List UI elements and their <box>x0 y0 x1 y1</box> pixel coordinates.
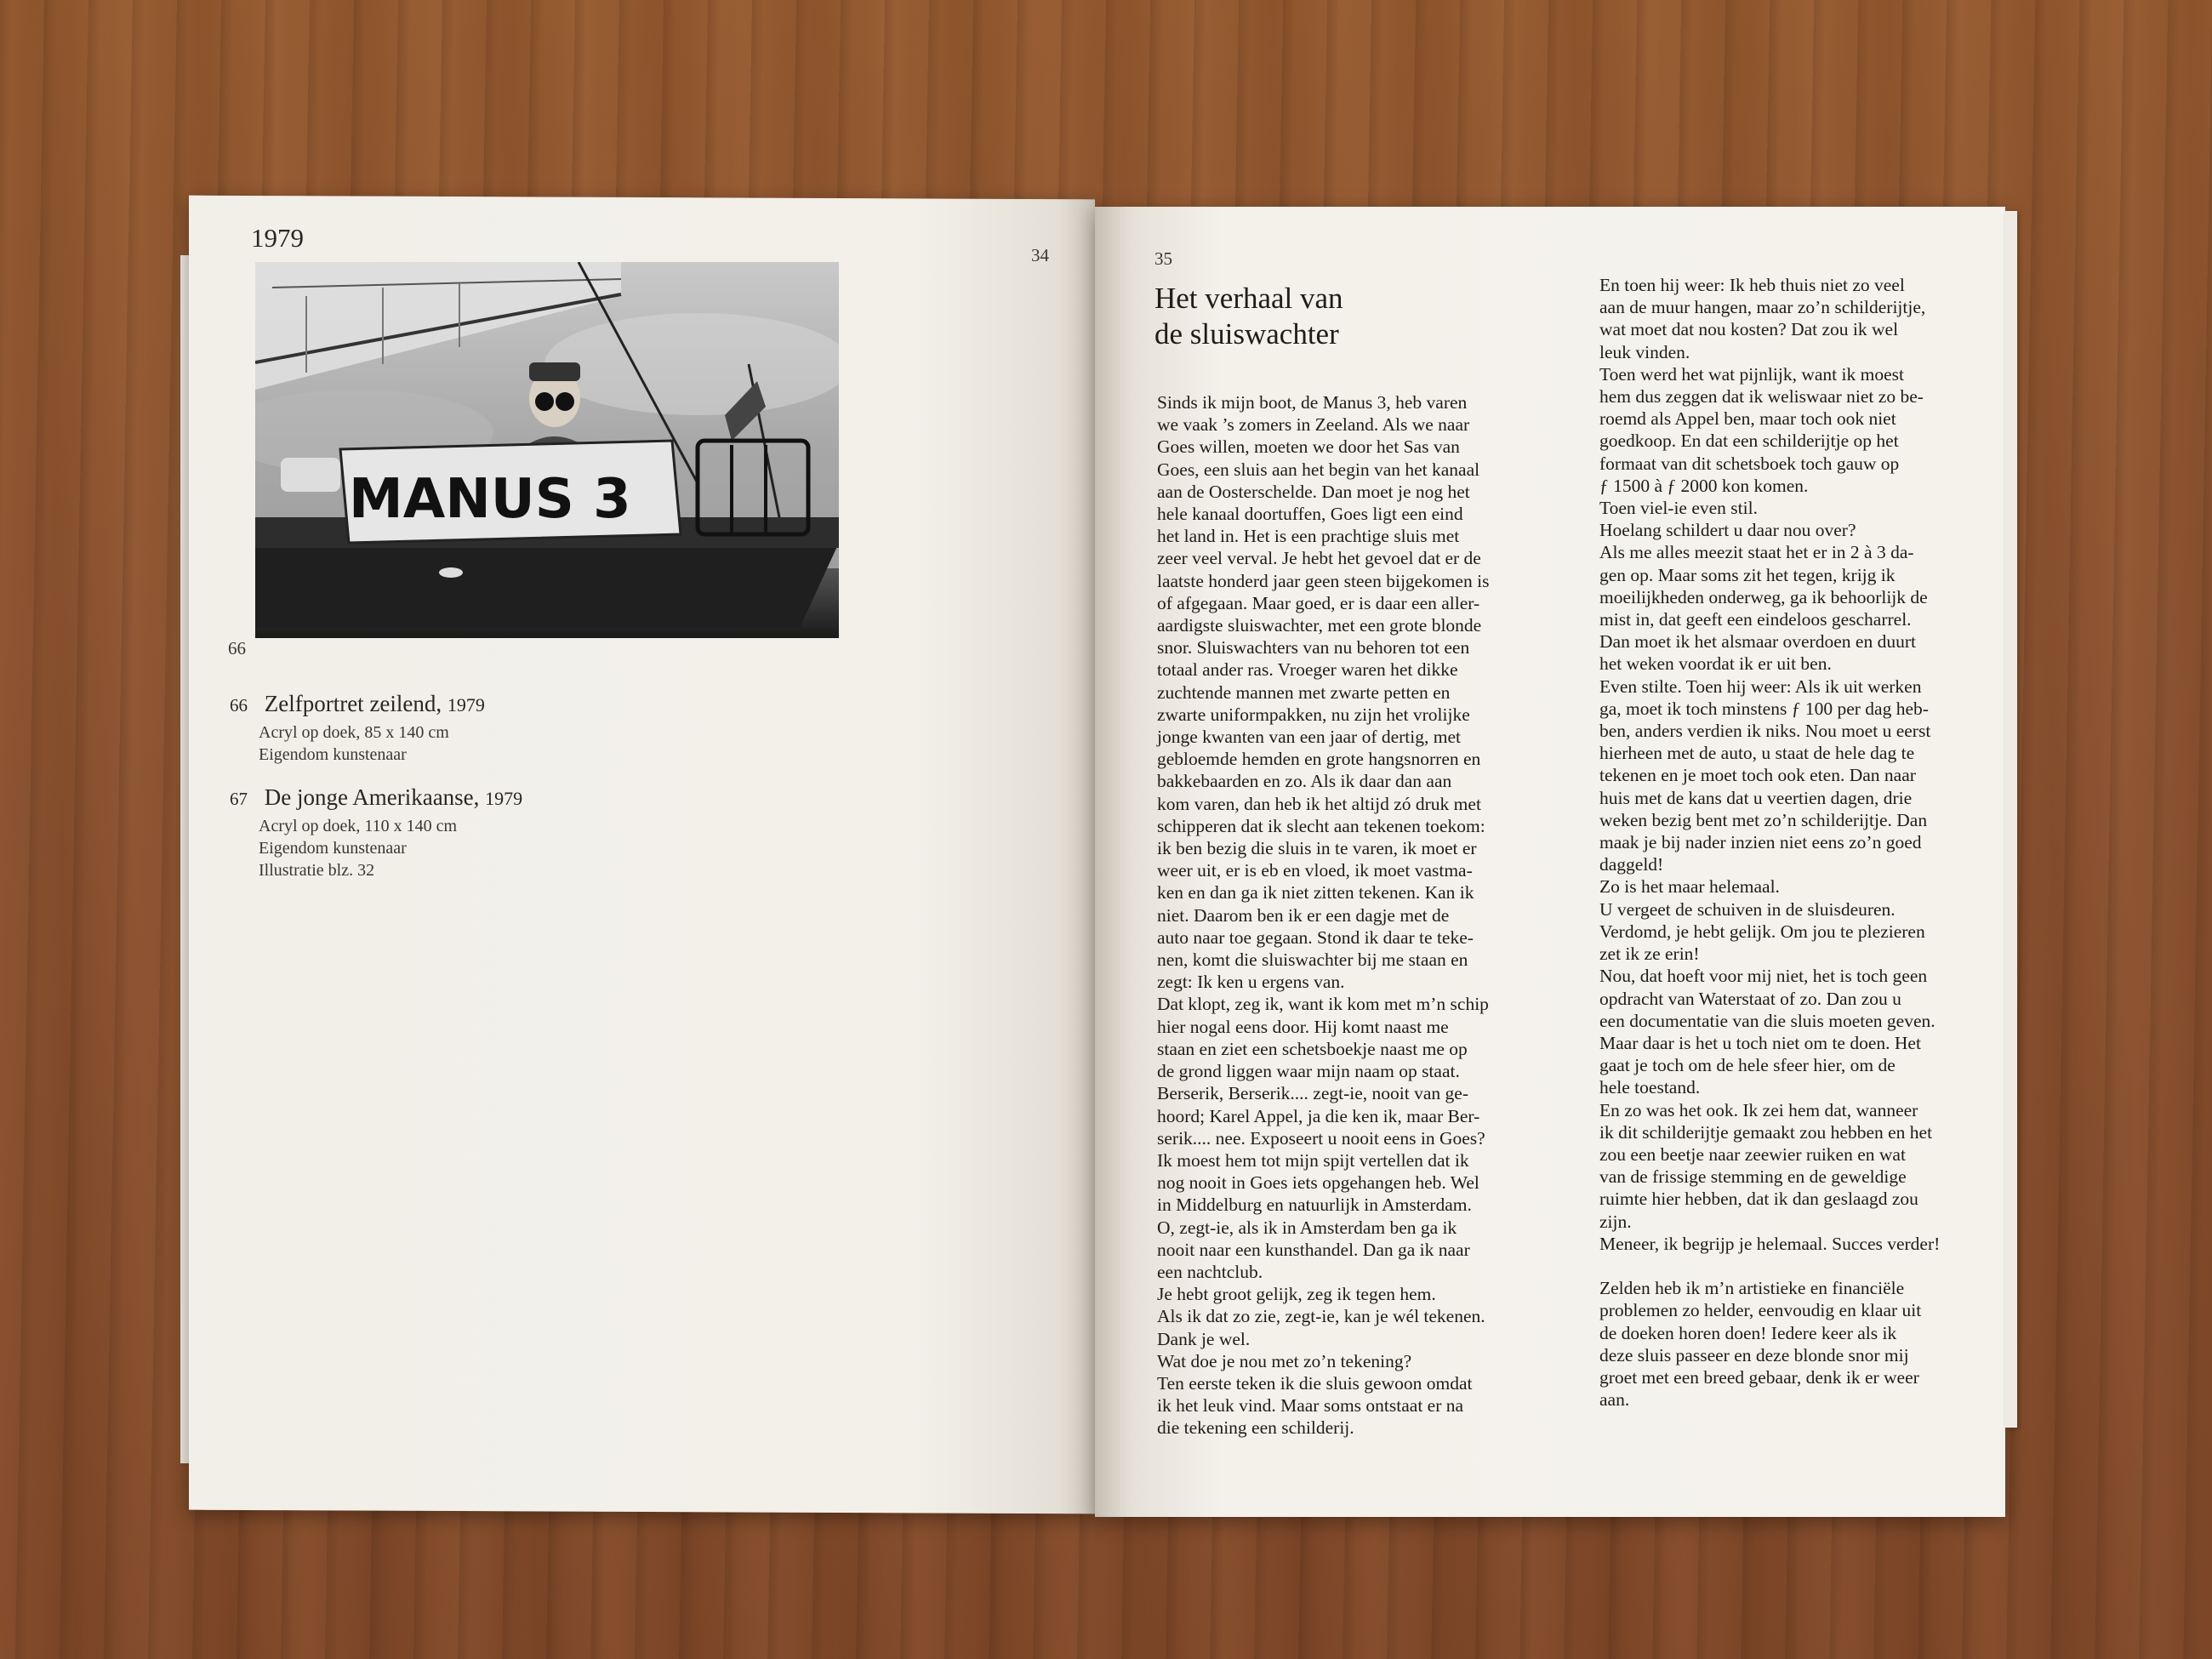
caption-owner: Eigendom kunstenaar <box>259 745 407 764</box>
section-year: 1979 <box>251 223 304 253</box>
boat-name: MANUS 3 <box>349 468 631 531</box>
boat-photo-drawing <box>255 262 839 638</box>
page-stack-right <box>2005 211 2017 1428</box>
article-title-line2: de sluiswachter <box>1154 317 1339 351</box>
caption-number: 66 <box>230 695 248 715</box>
article-column-left: Sinds ik mijn boot, de Manus 3, heb varen we vaak ’s zomers in Zeeland. Als we naar Goes willen, moeten we door het Sas van Goes, een sluis aan het begin van het kanaal aan de Oosterschelde. Dan moet je nog het hele kanaal doortuffen, Goes ligt een eind het land in. Het is een prachtige sluis met zeer veel verval. Je hebt het gevoel dat er de laatste honderd jaar geen steen bijgekomen is of afgegaan. Maar goed, er is daar een aller- aardigste sluiswachter, met een grote blonde snor. Sluiswachters van nu behoren tot een totaal ander ras. Vroeger waren het dikke zuchtende mannen met zwarte petten en zwarte uniformpakken, nu zijn het vrolijke jonge kwanten van een jaar of dertig, met gebloemde hemden en grote hangsnorren en bakkebaarden en zo. Als ik daar dan aan kom varen, dan heb ik het altijd zó druk met schipperen dat ik slecht aan tekenen toekom: ik ben bezig die sluis in te varen, ik moet er weer uit, er is eb en vloed, ik moet vastma- ken en dan ga ik niet zitten tekenen. Kan ik niet. Daarom ben ik er een dagje met de auto naar toe gegaan. Stond ik daar te teke- nen, komt die sluiswachter bij me staan en zegt: Ik ken u ergens van. Dat klopt, zeg ik, want ik kom met m’n schip hier nogal eens door. Hij komt naast me staan en ziet een schetsboekje naast me op de grond liggen waar mijn naam op staat. Berserik, Berserik.... zegt-ie, nooit van ge- hoord; Karel Appel, ja die ken ik, maar Ber- serik.... nee. Exposeert u nooit eens in Goes? Ik moest hem tot mijn spijt vertellen dat ik nog nooit in Goes iets opgehangen heb. Wel in Middelburg en natuurlijk in Amsterdam. O, zegt-ie, als ik in Amsterdam ben ga ik nooit naar een kunsthandel. Dan ga ik naar een nachtclub. Je hebt groot gelijk, zeg ik tegen hem. Als ik dat zo zie, zegt-ie, kan je wél tekenen. Dank je wel. Wat doe je nou met zo’n tekening? Ten eerste teken ik die sluis gewoon omdat ik het leuk vind. Maar soms ontstaat er na die tekening een schilderij. <box>1157 392 1490 1439</box>
photo-number: 66 <box>228 638 246 658</box>
page-number-right: 35 <box>1154 248 1172 269</box>
caption-year: 1979 <box>485 788 523 809</box>
caption-67 <box>230 784 522 811</box>
caption-medium: Acryl op doek, 110 x 140 cm <box>259 817 458 835</box>
article-title <box>1154 281 1343 352</box>
caption-title: De jonge Amerikaanse, <box>264 784 480 810</box>
page-number-left: 34 <box>1031 245 1049 265</box>
caption-66-details <box>259 721 449 766</box>
caption-67-details <box>259 815 457 881</box>
caption-owner: Eigendom kunstenaar <box>259 839 407 858</box>
caption-66 <box>230 691 485 717</box>
article-column-right: En toen hij weer: Ik heb thuis niet zo veel aan de muur hangen, maar zo’n schilderijtje, wat moet dat nou kosten? Dat zou ik wel leuk vinden. Toen werd het wat pijnlijk, want ik moest hem dus zeggen dat ik weliswaar niet zo be- roemd als Appel ben, maar toch ook niet goedkoop. En dat een schilderijtje op het formaat van dit schetsboek toch gauw op ƒ 1500 à ƒ 2000 kon komen. Toen viel-ie even stil. Hoelang schildert u daar nou over? Als me alles meezit staat het er in 2 à 3 da- gen op. Maar soms zit het tegen, krijg ik moeilijkheden onderweg, ga ik behoorlijk de mist in, dat geeft een eindeloos gescharrel. Dan moet ik het alsmaar overdoen en duurt het weken voordat ik er uit ben. Even stilte. Toen hij weer: Als ik uit werken ga, moet ik toch minstens ƒ 100 per dag heb- ben, anders verdien ik niks. Nou moet u eerst hierheen met de auto, u staat de hele dag te tekenen en je moet toch ook eten. Dan naar huis met de kans dat u veertien dagen, drie weken bezig bent met zo’n schilderijtje. Dan maak je bij nader inzien niet eens zo’n goed daggeld! Zo is het maar helemaal. U vergeet de schuiven in de sluisdeuren. Verdomd, je hebt gelijk. Om jou te plezieren zet ik ze erin! Nou, dat hoeft voor mij niet, het is toch geen opdracht van Waterstaat of zo. Dan zou u een documentatie van die sluis moeten geven. Maar daar is het u toch niet om te doen. Het gaat je toch om de hele sfeer hier, om de hele toestand. En zo was het ook. Ik zei hem dat, wanneer ik dit schilderijtje gemaakt zou hebben en het zou een beetje naar zeewier ruiken en wat van de frissige stemming en de geweldige ruimte hier hebben, dat ik dan geslaagd zou zijn. Meneer, ik begrijp je helemaal. Succes verder! Zelden heb ik m’n artistieke en financiële problemen zo helder, eenvoudig en klaar uit de doeken horen doen! Iedere keer als ik deze sluis passeer en deze blonde snor mij groet met een breed gebaar, denk ik er weer aan. <box>1599 275 1941 1411</box>
caption-year: 1979 <box>447 694 485 715</box>
caption-illustration-ref: Illustratie blz. 32 <box>259 861 375 880</box>
caption-title: Zelfportret zeilend, <box>264 691 442 716</box>
boat-photo <box>255 262 839 638</box>
caption-medium: Acryl op doek, 85 x 140 cm <box>259 723 449 742</box>
caption-number: 67 <box>230 789 248 809</box>
article-title-line1: Het verhaal van <box>1154 282 1343 315</box>
